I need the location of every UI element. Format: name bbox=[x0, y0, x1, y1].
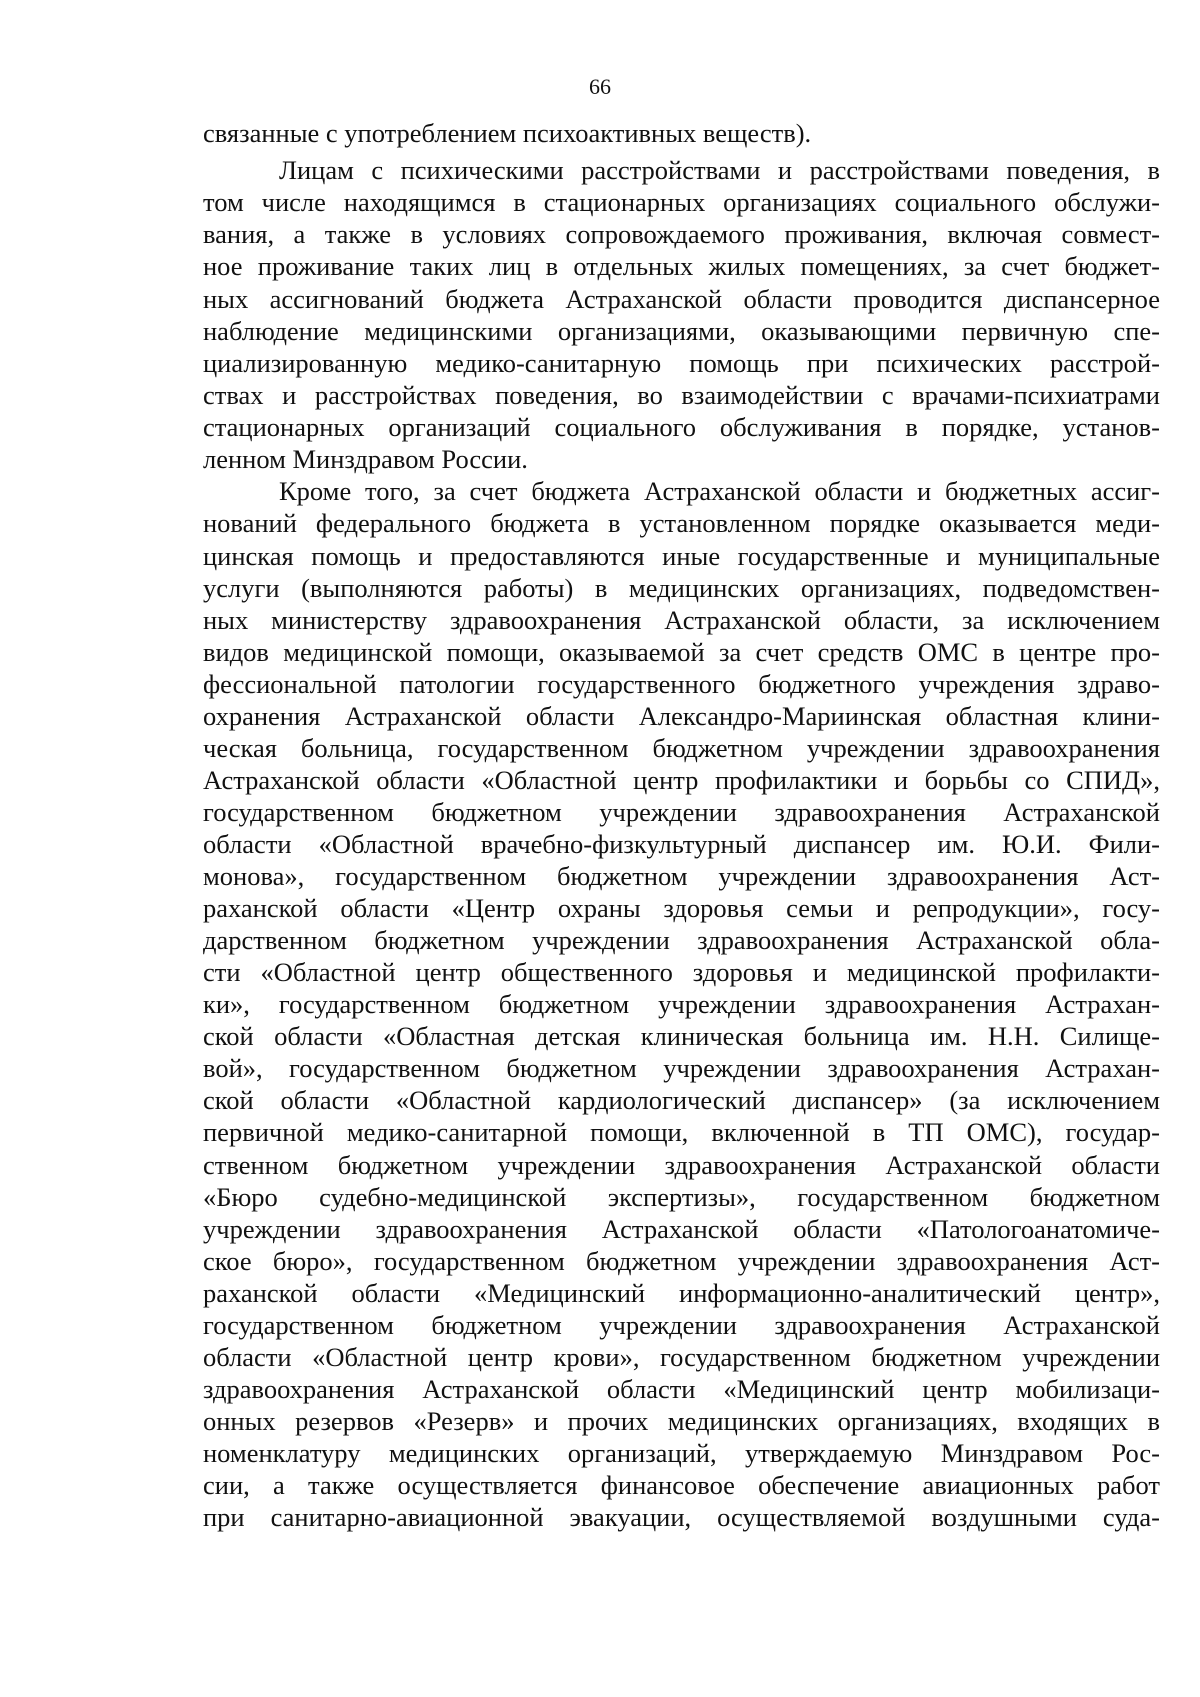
text-line: фессиональной патологии государственного бюджетного учреждения здраво- bbox=[203, 669, 1160, 699]
text-line: сти «Областной центр общественного здоровья и медицинской профилакти- bbox=[203, 957, 1160, 987]
text-line: Кроме того, за счет бюджета Астраханской области и бюджетных ассиг- bbox=[279, 476, 1160, 506]
text-line: ствах и расстройствах поведения, во взаимодействии с врачами-психиатрами bbox=[203, 380, 1160, 410]
text-line: ственном бюджетном учреждении здравоохранения Астраханской области bbox=[203, 1150, 1160, 1180]
text-line: охранения Астраханской области Александро-Мариинская областная клини- bbox=[203, 701, 1160, 731]
text-line: услуги (выполняются работы) в медицинских организациях, подведомствен- bbox=[203, 573, 1160, 603]
text-line: наблюдение медицинскими организациями, оказывающими первичную спе- bbox=[203, 316, 1160, 346]
text-line: ных ассигнований бюджета Астраханской области проводится диспансерное bbox=[203, 284, 1160, 314]
text-line: циализированную медико-санитарную помощь при психических расстрой- bbox=[203, 348, 1160, 378]
text-line: раханской области «Центр охраны здоровья семьи и репродукции», госу- bbox=[203, 893, 1160, 923]
text-line: вой», государственном бюджетном учреждении здравоохранения Астрахан- bbox=[203, 1053, 1160, 1083]
text-line: области «Областной врачебно-физкультурный диспансер им. Ю.И. Фили- bbox=[203, 829, 1160, 859]
text-line: «Бюро судебно-медицинской экспертизы», государственном бюджетном bbox=[203, 1182, 1160, 1212]
text-line: ческая больница, государственном бюджетном учреждении здравоохранения bbox=[203, 733, 1160, 763]
text-line: государственном бюджетном учреждении здравоохранения Астраханской bbox=[203, 1310, 1160, 1340]
text-line: ки», государственном бюджетном учреждении здравоохранения Астрахан- bbox=[203, 989, 1160, 1019]
text-line: ской области «Областная детская клиническая больница им. Н.Н. Силище- bbox=[203, 1021, 1160, 1051]
text-line: ское бюро», государственном бюджетном учреждении здравоохранения Аст- bbox=[203, 1246, 1160, 1276]
text-line: области «Областной центр крови», государственном бюджетном учреждении bbox=[203, 1342, 1160, 1372]
text-line: раханской области «Медицинский информационно-аналитический центр», bbox=[203, 1278, 1160, 1308]
text-line: государственном бюджетном учреждении здравоохранения Астраханской bbox=[203, 797, 1160, 827]
text-line: онных резервов «Резерв» и прочих медицинских организациях, входящих в bbox=[203, 1406, 1160, 1436]
text-line: ской области «Областной кардиологический диспансер» (за исключением bbox=[203, 1085, 1160, 1115]
text-line: цинская помощь и предоставляются иные государственные и муниципальные bbox=[203, 541, 1160, 571]
text-line: учреждении здравоохранения Астраханской области «Патологоанатомиче- bbox=[203, 1214, 1160, 1244]
text-line: при санитарно-авиационной эвакуации, осуществляемой воздушными суда- bbox=[203, 1502, 1160, 1532]
text-line: видов медицинской помощи, оказываемой за счет средств ОМС в центре про- bbox=[203, 637, 1160, 667]
page-number: 66 bbox=[589, 74, 611, 99]
text-line: монова», государственном бюджетном учреждении здравоохранения Аст- bbox=[203, 861, 1160, 891]
text-line: том числе находящимся в стационарных организациях социального обслужи- bbox=[203, 187, 1160, 217]
text-line: здравоохранения Астраханской области «Медицинский центр мобилизаци- bbox=[203, 1374, 1160, 1404]
text-line: нований федерального бюджета в установленном порядке оказывается меди- bbox=[203, 508, 1160, 538]
text-line: связанные с употреблением психоактивных веществ). bbox=[203, 118, 812, 148]
text-line: ных министерству здравоохранения Астраханской области, за исключением bbox=[203, 605, 1160, 635]
text-line: ленном Минздравом России. bbox=[203, 444, 528, 474]
text-line: Лицам с психическими расстройствами и расстройствами поведения, в bbox=[279, 155, 1160, 185]
text-line: номенклатуру медицинских организаций, утверждаемую Минздравом Рос- bbox=[203, 1438, 1160, 1468]
text-line: сии, а также осуществляется финансовое обеспечение авиационных работ bbox=[203, 1470, 1160, 1500]
text-line: Астраханской области «Областной центр профилактики и борьбы со СПИД», bbox=[203, 765, 1160, 795]
text-line: первичной медико-санитарной помощи, включенной в ТП ОМС), государ- bbox=[203, 1117, 1160, 1147]
text-line: вания, а также в условиях сопровождаемого проживания, включая совмест- bbox=[203, 219, 1160, 249]
text-line: стационарных организаций социального обслуживания в порядке, установ- bbox=[203, 412, 1160, 442]
text-line: дарственном бюджетном учреждении здравоохранения Астраханской обла- bbox=[203, 925, 1160, 955]
text-line: ное проживание таких лиц в отдельных жилых помещениях, за счет бюджет- bbox=[203, 251, 1160, 281]
